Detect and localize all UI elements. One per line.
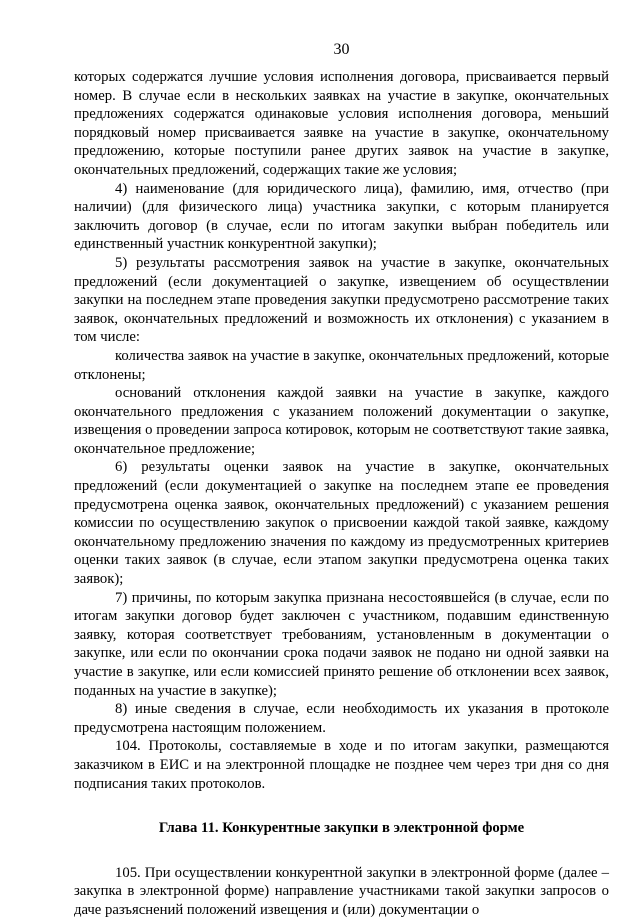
page-number: 30 [333, 41, 350, 58]
paragraph-item-6: 6) результаты оценки заявок на участие в закупке, окончательных предложений (если документацией о закупке на последнем этапе ее проведения предусмотрена оценка заявок, окончательных предложений) с указанием решения комиссии по осуществлению закупок о присвоении каждой такой заявке, каждому окончательному предложению значения по каждому из предусмотренных критериев оценки таких заявок (в случае, если этапом закупки предусмотрена оценка таких заявок); [74, 459, 609, 588]
paragraph-item-8: 8) иные сведения в случае, если необходимость их указания в протоколе предусмотрена настоящим положением. [74, 701, 609, 736]
paragraph-item-7: 7) причины, по которым закупка признана несостоявшейся (в случае, если по итогам закупки договор будет заключен с участником, подавшим единственную заявку, которая соответствует требованиям, установленным в документации о закупке, или если по окончании срока подачи заявок не подано ни одной заявки на участие в закупке, или если комиссией принято решение об отклонении всех заявок, поданных на участие в закупке); [74, 589, 609, 699]
paragraph-104: 104. Протоколы, составляемые в ходе и по итогам закупки, размещаются заказчиком в ЕИС и на электронной площадке не позднее чем через три дня со дня подписания таких протоколов. [74, 738, 609, 792]
paragraph-item-4: 4) наименование (для юридического лица), фамилию, имя, отчество (при наличии) (для физического лица) участника закупки, с которым планируется заключить договор (в случае, если по итогам закупки выбран победитель или единственный участник конкурентной закупки); [74, 180, 609, 253]
paragraph-item-5: 5) результаты рассмотрения заявок на участие в закупке, окончательных предложений (если документацией о закупке, извещением об осуществлении закупки на последнем этапе проведения закупки предусмотрено рассмотрение таких заявок, окончательных предложений и возможность их отклонения) с указанием в том числе: [74, 254, 609, 346]
document-page [74, 40, 609, 920]
paragraph-105: 105. При осуществлении конкурентной закупки в электронной форме (далее – закупка в электронной форме) направление участниками такой закупки запросов о даче разъяснений положений извещения и (или) документации о [74, 864, 609, 918]
paragraph-rejection-grounds: оснований отклонения каждой заявки на участие в закупке, каждого окончательного предложения с указанием положений документации о закупке, извещения о проведении запроса котировок, которым не соответствуют такие заявка, окончательное предложение; [74, 385, 609, 457]
chapter-title: Глава 11. Конкурентные закупки в электронной форме [158, 820, 525, 837]
paragraph-continuation: которых содержатся лучшие условия исполнения договора, присваивается первый номер. В случае если в нескольких заявках на участие в закупке, окончательных предложениях содержатся одинаковые условия исполнения договора, меньший порядковый номер присваивается заявке на участие в закупке, окончательному предложению, которые поступили ранее других заявок на участие в закупке, окончательных предложений, содержащих такие же условия; [74, 69, 609, 178]
paragraph-rejected-count: количества заявок на участие в закупке, окончательных предложений, которые отклонены; [74, 347, 609, 383]
